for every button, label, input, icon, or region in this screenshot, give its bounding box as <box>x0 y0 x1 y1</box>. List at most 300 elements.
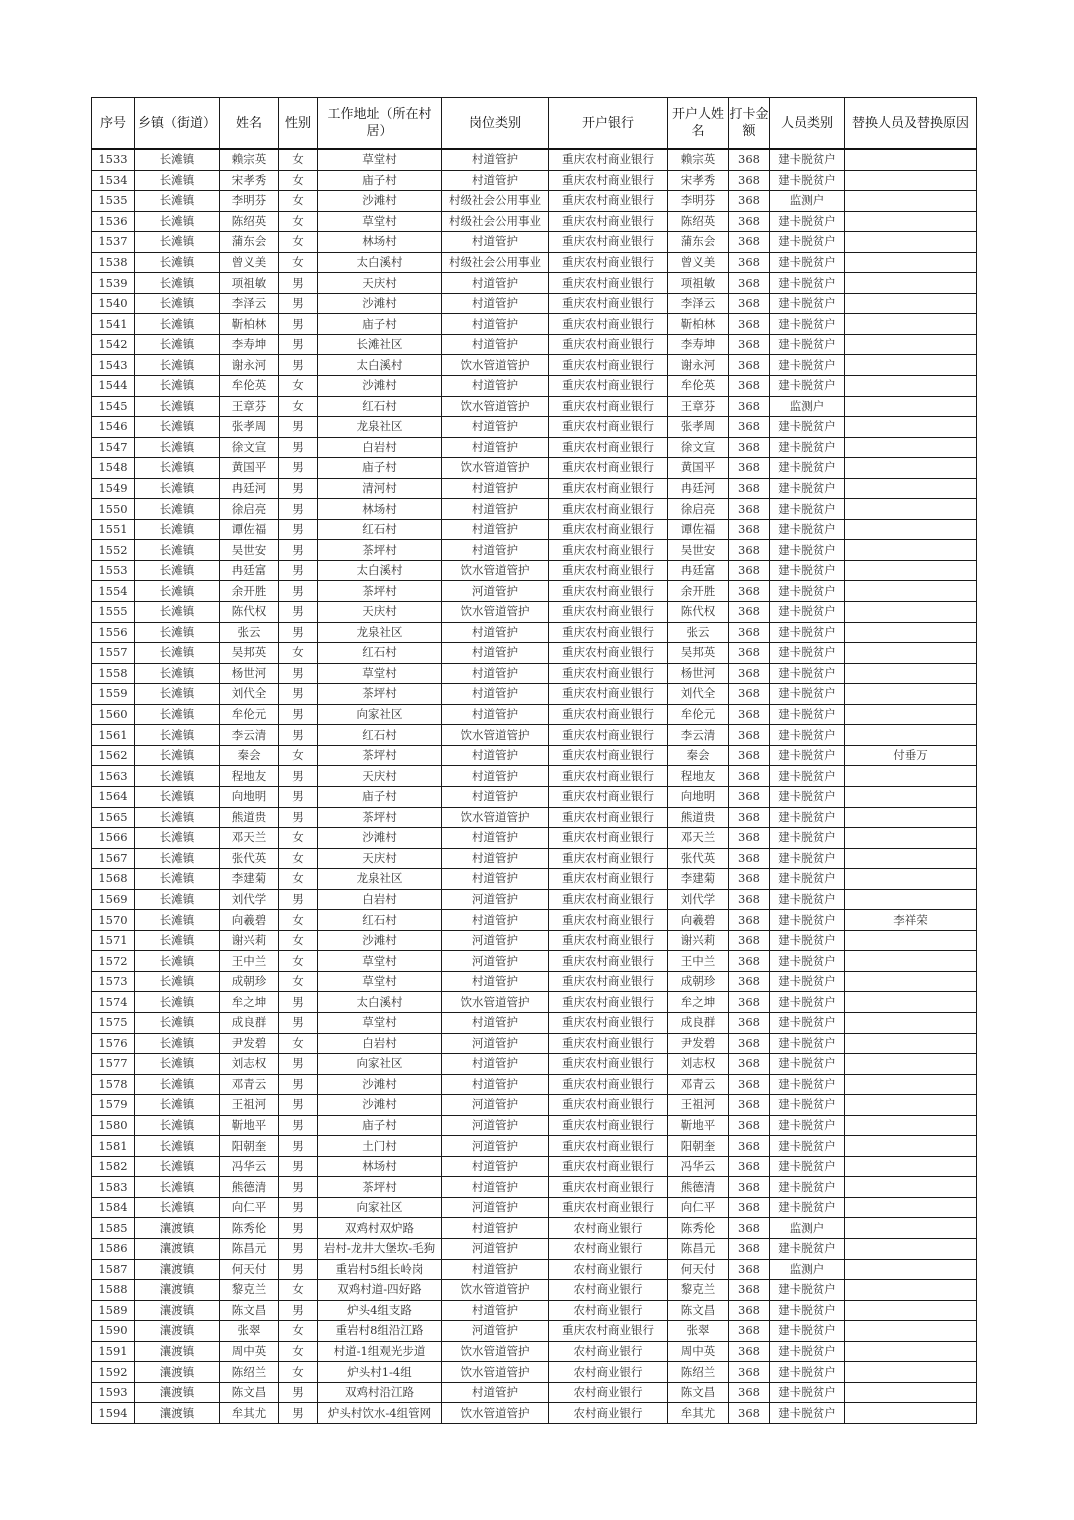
table-row <box>92 1033 977 1054</box>
cell-name: 陈文昌 <box>220 1300 279 1321</box>
cell-bank: 重庆农村商业银行 <box>549 869 668 890</box>
cell-name: 黄国平 <box>220 458 279 479</box>
cell-name: 曾义美 <box>220 252 279 273</box>
cell-account-holder: 牟其尤 <box>668 1403 729 1424</box>
cell-gender: 男 <box>279 1054 318 1075</box>
cell-person-type: 建卡脱贫户 <box>770 643 845 664</box>
cell-amount: 368 <box>729 478 770 499</box>
cell-replacement <box>845 334 977 355</box>
cell-gender: 女 <box>279 951 318 972</box>
cell-index: 1573 <box>92 971 135 992</box>
cell-amount: 368 <box>729 971 770 992</box>
cell-township: 长滩镇 <box>135 376 220 397</box>
cell-name: 牟之坤 <box>220 992 279 1013</box>
cell-post-type: 村道管护 <box>442 376 549 397</box>
cell-bank: 重庆农村商业银行 <box>549 1095 668 1116</box>
cell-work-address: 清河村 <box>318 478 442 499</box>
cell-index: 1583 <box>92 1177 135 1198</box>
cell-replacement <box>845 396 977 417</box>
cell-replacement <box>845 519 977 540</box>
roster-table <box>91 97 977 1424</box>
cell-person-type: 建卡脱贫户 <box>770 1054 845 1075</box>
cell-bank: 重庆农村商业银行 <box>549 191 668 212</box>
cell-amount: 368 <box>729 519 770 540</box>
cell-account-holder: 周中英 <box>668 1341 729 1362</box>
cell-work-address: 龙泉社区 <box>318 417 442 438</box>
cell-index: 1570 <box>92 910 135 931</box>
cell-gender: 男 <box>279 704 318 725</box>
cell-amount: 368 <box>729 602 770 623</box>
cell-person-type: 建卡脱贫户 <box>770 951 845 972</box>
cell-replacement <box>845 191 977 212</box>
table-row <box>92 1177 977 1198</box>
cell-work-address: 沙滩村 <box>318 293 442 314</box>
cell-gender: 男 <box>279 581 318 602</box>
cell-bank: 重庆农村商业银行 <box>549 643 668 664</box>
cell-post-type: 饮水管道管护 <box>442 396 549 417</box>
cell-person-type: 建卡脱贫户 <box>770 355 845 376</box>
cell-person-type: 建卡脱贫户 <box>770 1197 845 1218</box>
cell-person-type: 建卡脱贫户 <box>770 869 845 890</box>
cell-bank: 重庆农村商业银行 <box>549 252 668 273</box>
table-row <box>92 252 977 273</box>
cell-account-holder: 冉廷富 <box>668 560 729 581</box>
cell-replacement <box>845 930 977 951</box>
cell-person-type: 建卡脱贫户 <box>770 602 845 623</box>
cell-replacement <box>845 889 977 910</box>
cell-replacement <box>845 766 977 787</box>
cell-post-type: 村道管护 <box>442 1259 549 1280</box>
table-row <box>92 1259 977 1280</box>
cell-account-holder: 向羲碧 <box>668 910 729 931</box>
cell-amount: 368 <box>729 1095 770 1116</box>
cell-bank: 重庆农村商业银行 <box>549 458 668 479</box>
table-row <box>92 437 977 458</box>
cell-account-holder: 靳地平 <box>668 1115 729 1136</box>
cell-work-address: 龙泉社区 <box>318 869 442 890</box>
cell-work-address: 茶坪村 <box>318 540 442 561</box>
cell-account-holder: 吴邦英 <box>668 643 729 664</box>
cell-post-type: 村道管护 <box>442 1300 549 1321</box>
cell-bank: 农村商业银行 <box>549 1218 668 1239</box>
cell-bank: 重庆农村商业银行 <box>549 930 668 951</box>
cell-person-type: 建卡脱贫户 <box>770 458 845 479</box>
cell-work-address: 向家社区 <box>318 1197 442 1218</box>
cell-account-holder: 徐启亮 <box>668 499 729 520</box>
header-col-gender: 性别 <box>279 98 318 150</box>
cell-account-holder: 陈代权 <box>668 602 729 623</box>
cell-index: 1592 <box>92 1362 135 1383</box>
cell-amount: 368 <box>729 1054 770 1075</box>
cell-bank: 农村商业银行 <box>549 1280 668 1301</box>
cell-name: 李寿坤 <box>220 334 279 355</box>
cell-name: 陈秀伦 <box>220 1218 279 1239</box>
table-row <box>92 889 977 910</box>
cell-township: 长滩镇 <box>135 1115 220 1136</box>
cell-amount: 368 <box>729 786 770 807</box>
cell-amount: 368 <box>729 1156 770 1177</box>
cell-post-type: 村级社会公用事业 <box>442 211 549 232</box>
cell-post-type: 村道管护 <box>442 869 549 890</box>
cell-name: 吴邦英 <box>220 643 279 664</box>
cell-amount: 368 <box>729 170 770 191</box>
cell-replacement <box>845 1300 977 1321</box>
table-row <box>92 1012 977 1033</box>
cell-replacement: 李祥荣 <box>845 910 977 931</box>
cell-account-holder: 陈文昌 <box>668 1382 729 1403</box>
table-row <box>92 1054 977 1075</box>
cell-person-type: 建卡脱贫户 <box>770 376 845 397</box>
cell-township: 长滩镇 <box>135 786 220 807</box>
cell-township: 瀼渡镇 <box>135 1362 220 1383</box>
cell-work-address: 草堂村 <box>318 211 442 232</box>
cell-index: 1567 <box>92 848 135 869</box>
cell-gender: 男 <box>279 1156 318 1177</box>
cell-replacement <box>845 437 977 458</box>
cell-account-holder: 李寿坤 <box>668 334 729 355</box>
cell-account-holder: 黄国平 <box>668 458 729 479</box>
cell-township: 长滩镇 <box>135 560 220 581</box>
cell-bank: 重庆农村商业银行 <box>549 1033 668 1054</box>
cell-township: 长滩镇 <box>135 293 220 314</box>
cell-replacement <box>845 622 977 643</box>
cell-bank: 重庆农村商业银行 <box>549 1156 668 1177</box>
cell-replacement <box>845 869 977 890</box>
cell-township: 长滩镇 <box>135 910 220 931</box>
cell-name: 张翠 <box>220 1321 279 1342</box>
cell-account-holder: 冉廷河 <box>668 478 729 499</box>
cell-name: 程地友 <box>220 766 279 787</box>
cell-index: 1576 <box>92 1033 135 1054</box>
cell-account-holder: 杨世河 <box>668 663 729 684</box>
cell-gender: 男 <box>279 1238 318 1259</box>
cell-gender: 女 <box>279 232 318 253</box>
cell-gender: 男 <box>279 478 318 499</box>
cell-gender: 男 <box>279 293 318 314</box>
table-body <box>92 149 977 1423</box>
cell-gender: 男 <box>279 1403 318 1424</box>
cell-amount: 368 <box>729 766 770 787</box>
cell-name: 黎克兰 <box>220 1280 279 1301</box>
cell-replacement <box>845 1362 977 1383</box>
cell-name: 陈绍兰 <box>220 1362 279 1383</box>
cell-bank: 重庆农村商业银行 <box>549 602 668 623</box>
cell-gender: 女 <box>279 1362 318 1383</box>
cell-index: 1577 <box>92 1054 135 1075</box>
table-row <box>92 540 977 561</box>
cell-township: 长滩镇 <box>135 1074 220 1095</box>
cell-person-type: 建卡脱贫户 <box>770 745 845 766</box>
cell-account-holder: 余开胜 <box>668 581 729 602</box>
cell-index: 1550 <box>92 499 135 520</box>
cell-township: 瀼渡镇 <box>135 1321 220 1342</box>
cell-account-holder: 项祖敏 <box>668 273 729 294</box>
table-row <box>92 1156 977 1177</box>
cell-index: 1544 <box>92 376 135 397</box>
cell-township: 瀼渡镇 <box>135 1382 220 1403</box>
cell-index: 1572 <box>92 951 135 972</box>
cell-account-holder: 张代英 <box>668 848 729 869</box>
cell-work-address: 村道-1组观光步道 <box>318 1341 442 1362</box>
cell-account-holder: 向仁平 <box>668 1197 729 1218</box>
cell-index: 1581 <box>92 1136 135 1157</box>
header-col-bank: 开户银行 <box>549 98 668 150</box>
cell-name: 成朝珍 <box>220 971 279 992</box>
cell-account-holder: 李云清 <box>668 725 729 746</box>
cell-account-holder: 陈昌元 <box>668 1238 729 1259</box>
cell-account-holder: 陈绍兰 <box>668 1362 729 1383</box>
cell-person-type: 监测户 <box>770 1218 845 1239</box>
cell-name: 秦会 <box>220 745 279 766</box>
cell-amount: 368 <box>729 1074 770 1095</box>
cell-replacement <box>845 560 977 581</box>
cell-post-type: 饮水管道管护 <box>442 1280 549 1301</box>
cell-amount: 368 <box>729 745 770 766</box>
cell-replacement <box>845 1033 977 1054</box>
cell-index: 1594 <box>92 1403 135 1424</box>
cell-township: 长滩镇 <box>135 149 220 170</box>
cell-replacement <box>845 828 977 849</box>
cell-township: 长滩镇 <box>135 1177 220 1198</box>
table-row <box>92 848 977 869</box>
table-row <box>92 334 977 355</box>
cell-work-address: 庙子村 <box>318 170 442 191</box>
cell-post-type: 村道管护 <box>442 1054 549 1075</box>
cell-index: 1579 <box>92 1095 135 1116</box>
cell-replacement <box>845 499 977 520</box>
cell-index: 1564 <box>92 786 135 807</box>
cell-work-address: 茶坪村 <box>318 745 442 766</box>
cell-replacement <box>845 992 977 1013</box>
cell-post-type: 村道管护 <box>442 1074 549 1095</box>
cell-bank: 重庆农村商业银行 <box>549 334 668 355</box>
cell-amount: 368 <box>729 1403 770 1424</box>
table-row <box>92 1382 977 1403</box>
cell-name: 吴世安 <box>220 540 279 561</box>
cell-work-address: 林场村 <box>318 232 442 253</box>
cell-account-holder: 程地友 <box>668 766 729 787</box>
cell-work-address: 天庆村 <box>318 602 442 623</box>
cell-name: 邓青云 <box>220 1074 279 1095</box>
cell-replacement <box>845 1218 977 1239</box>
cell-person-type: 建卡脱贫户 <box>770 273 845 294</box>
cell-bank: 重庆农村商业银行 <box>549 745 668 766</box>
cell-person-type: 建卡脱贫户 <box>770 1300 845 1321</box>
cell-amount: 368 <box>729 1259 770 1280</box>
cell-township: 长滩镇 <box>135 951 220 972</box>
cell-post-type: 饮水管道管护 <box>442 1403 549 1424</box>
cell-township: 长滩镇 <box>135 1156 220 1177</box>
cell-gender: 女 <box>279 396 318 417</box>
cell-post-type: 饮水管道管护 <box>442 807 549 828</box>
cell-work-address: 白岩村 <box>318 1033 442 1054</box>
cell-post-type: 村道管护 <box>442 1218 549 1239</box>
cell-person-type: 建卡脱贫户 <box>770 622 845 643</box>
cell-replacement: 付垂万 <box>845 745 977 766</box>
table-row <box>92 211 977 232</box>
cell-amount: 368 <box>729 314 770 335</box>
cell-bank: 重庆农村商业银行 <box>549 622 668 643</box>
cell-bank: 重庆农村商业银行 <box>549 437 668 458</box>
cell-index: 1535 <box>92 191 135 212</box>
cell-work-address: 红石村 <box>318 725 442 746</box>
cell-index: 1586 <box>92 1238 135 1259</box>
cell-post-type: 村级社会公用事业 <box>442 252 549 273</box>
cell-index: 1589 <box>92 1300 135 1321</box>
cell-account-holder: 张翠 <box>668 1321 729 1342</box>
cell-work-address: 太白溪村 <box>318 252 442 273</box>
cell-person-type: 建卡脱贫户 <box>770 766 845 787</box>
cell-person-type: 建卡脱贫户 <box>770 437 845 458</box>
cell-post-type: 村道管护 <box>442 314 549 335</box>
cell-index: 1593 <box>92 1382 135 1403</box>
cell-amount: 368 <box>729 704 770 725</box>
cell-amount: 368 <box>729 910 770 931</box>
cell-replacement <box>845 1382 977 1403</box>
cell-post-type: 河道管护 <box>442 581 549 602</box>
cell-name: 刘代学 <box>220 889 279 910</box>
cell-index: 1551 <box>92 519 135 540</box>
cell-replacement <box>845 170 977 191</box>
table-row <box>92 355 977 376</box>
header-col-work-address: 工作地址（所在村居） <box>318 98 442 150</box>
cell-replacement <box>845 581 977 602</box>
cell-township: 长滩镇 <box>135 643 220 664</box>
cell-amount: 368 <box>729 684 770 705</box>
cell-name: 牟伦元 <box>220 704 279 725</box>
cell-replacement <box>845 848 977 869</box>
cell-post-type: 村道管护 <box>442 643 549 664</box>
cell-name: 王祖河 <box>220 1095 279 1116</box>
cell-amount: 368 <box>729 1033 770 1054</box>
cell-person-type: 建卡脱贫户 <box>770 786 845 807</box>
cell-account-holder: 陈秀伦 <box>668 1218 729 1239</box>
cell-bank: 重庆农村商业银行 <box>549 540 668 561</box>
cell-work-address: 茶坪村 <box>318 581 442 602</box>
cell-account-holder: 邓天兰 <box>668 828 729 849</box>
cell-gender: 女 <box>279 930 318 951</box>
cell-bank: 重庆农村商业银行 <box>549 1197 668 1218</box>
cell-person-type: 建卡脱贫户 <box>770 910 845 931</box>
cell-name: 谢兴莉 <box>220 930 279 951</box>
cell-work-address: 炉头村饮水-4组管网 <box>318 1403 442 1424</box>
cell-township: 长滩镇 <box>135 1136 220 1157</box>
cell-name: 李建菊 <box>220 869 279 890</box>
cell-bank: 重庆农村商业银行 <box>549 663 668 684</box>
cell-index: 1584 <box>92 1197 135 1218</box>
cell-bank: 重庆农村商业银行 <box>549 273 668 294</box>
cell-post-type: 饮水管道管护 <box>442 1341 549 1362</box>
cell-account-holder: 刘代全 <box>668 684 729 705</box>
cell-replacement <box>845 417 977 438</box>
cell-township: 长滩镇 <box>135 766 220 787</box>
cell-gender: 男 <box>279 1382 318 1403</box>
cell-bank: 重庆农村商业银行 <box>549 293 668 314</box>
cell-account-holder: 熊德清 <box>668 1177 729 1198</box>
cell-bank: 重庆农村商业银行 <box>549 396 668 417</box>
cell-township: 长滩镇 <box>135 971 220 992</box>
cell-amount: 368 <box>729 869 770 890</box>
cell-bank: 重庆农村商业银行 <box>549 848 668 869</box>
cell-post-type: 河道管护 <box>442 1321 549 1342</box>
cell-name: 周中英 <box>220 1341 279 1362</box>
table-row <box>92 314 977 335</box>
cell-post-type: 村道管护 <box>442 519 549 540</box>
cell-work-address: 茶坪村 <box>318 684 442 705</box>
cell-gender: 男 <box>279 1177 318 1198</box>
cell-person-type: 建卡脱贫户 <box>770 314 845 335</box>
cell-work-address: 沙滩村 <box>318 930 442 951</box>
cell-name: 熊道贵 <box>220 807 279 828</box>
cell-account-holder: 徐文宣 <box>668 437 729 458</box>
cell-gender: 女 <box>279 828 318 849</box>
cell-person-type: 建卡脱贫户 <box>770 1403 845 1424</box>
cell-name: 陈代权 <box>220 602 279 623</box>
table-row <box>92 643 977 664</box>
cell-post-type: 村道管护 <box>442 499 549 520</box>
table-row <box>92 930 977 951</box>
cell-post-type: 村道管护 <box>442 622 549 643</box>
cell-post-type: 饮水管道管护 <box>442 992 549 1013</box>
cell-bank: 重庆农村商业银行 <box>549 766 668 787</box>
cell-post-type: 村道管护 <box>442 417 549 438</box>
cell-post-type: 河道管护 <box>442 951 549 972</box>
cell-index: 1578 <box>92 1074 135 1095</box>
table-row <box>92 232 977 253</box>
cell-gender: 男 <box>279 560 318 581</box>
cell-amount: 368 <box>729 828 770 849</box>
cell-bank: 重庆农村商业银行 <box>549 519 668 540</box>
cell-person-type: 建卡脱贫户 <box>770 252 845 273</box>
cell-post-type: 村道管护 <box>442 478 549 499</box>
cell-work-address: 草堂村 <box>318 149 442 170</box>
cell-replacement <box>845 273 977 294</box>
cell-replacement <box>845 458 977 479</box>
header-col-account-holder: 开户人姓名 <box>668 98 729 150</box>
cell-bank: 重庆农村商业银行 <box>549 314 668 335</box>
cell-account-holder: 王祖河 <box>668 1095 729 1116</box>
cell-name: 冉廷富 <box>220 560 279 581</box>
cell-amount: 368 <box>729 355 770 376</box>
cell-township: 长滩镇 <box>135 458 220 479</box>
cell-work-address: 红石村 <box>318 643 442 664</box>
table-row <box>92 1362 977 1383</box>
table-row <box>92 807 977 828</box>
cell-person-type: 建卡脱贫户 <box>770 1136 845 1157</box>
cell-amount: 368 <box>729 211 770 232</box>
cell-index: 1565 <box>92 807 135 828</box>
cell-work-address: 双鸡村沿江路 <box>318 1382 442 1403</box>
cell-work-address: 土门村 <box>318 1136 442 1157</box>
cell-township: 长滩镇 <box>135 1054 220 1075</box>
header-col-index: 序号 <box>92 98 135 150</box>
cell-replacement <box>845 1259 977 1280</box>
cell-bank: 重庆农村商业银行 <box>549 1177 668 1198</box>
cell-account-holder: 冯华云 <box>668 1156 729 1177</box>
cell-gender: 男 <box>279 1218 318 1239</box>
cell-account-holder: 李泽云 <box>668 293 729 314</box>
cell-post-type: 村道管护 <box>442 971 549 992</box>
cell-replacement <box>845 1177 977 1198</box>
cell-gender: 男 <box>279 992 318 1013</box>
table-row <box>92 766 977 787</box>
table-row <box>92 910 977 931</box>
cell-bank: 重庆农村商业银行 <box>549 971 668 992</box>
cell-person-type: 建卡脱贫户 <box>770 149 845 170</box>
table-row <box>92 1074 977 1095</box>
cell-amount: 368 <box>729 1012 770 1033</box>
cell-index: 1571 <box>92 930 135 951</box>
